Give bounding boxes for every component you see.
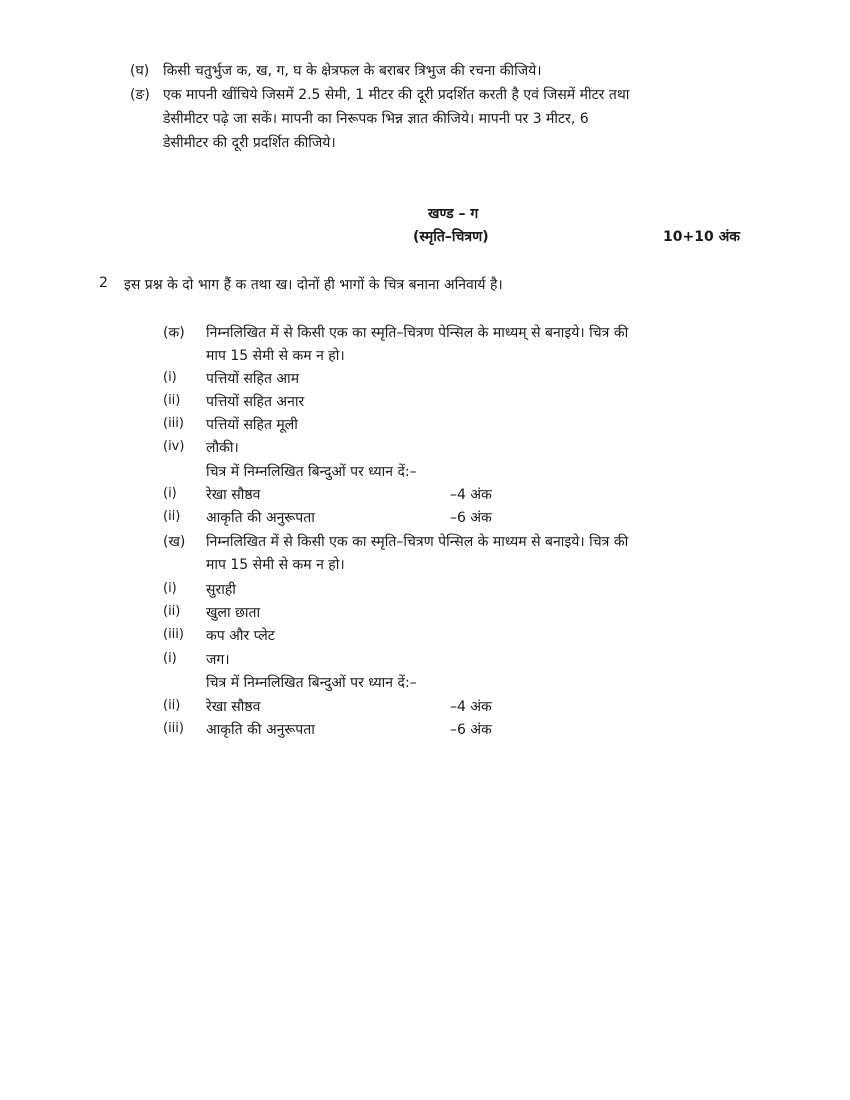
part-ka-option-text: पत्तियों सहित आम <box>206 371 300 387</box>
item-nga-line-2: डेसीमीटर पढ़े जा सकें। मापनी का निरूपक भिन्न ज्ञात कीजिये। मापनी पर 3 मीटर, 6 <box>163 111 589 127</box>
part-ka-criterion-text: आकृति की अनुरूपता <box>206 510 315 526</box>
part-ka-option-text: लौकी। <box>206 440 239 456</box>
part-kha-label: (ख) <box>163 534 186 550</box>
part-kha-option-num: (ii) <box>163 604 181 619</box>
part-kha-criterion-text: रेखा सौष्ठव <box>206 699 261 715</box>
part-kha-criterion-marks: –4 अंक <box>450 699 492 715</box>
part-kha-criterion-text: आकृति की अनुरूपता <box>206 722 315 738</box>
part-ka-criterion-text: रेखा सौष्ठव <box>206 487 261 503</box>
part-kha-option-text: कप और प्लेट <box>206 628 275 644</box>
part-ka-option-text: पत्तियों सहित मूली <box>206 417 298 433</box>
item-nga-line-3: डेसीमीटर की दूरी प्रदर्शित कीजिये। <box>163 135 336 151</box>
part-kha-criterion-marks: –6 अंक <box>450 722 492 738</box>
part-ka-criterion-marks: –4 अंक <box>450 487 492 503</box>
item-gha-text: किसी चतुर्भुज क, ख, ग, घ के क्षेत्रफल के बराबर त्रिभुज की रचना कीजिये। <box>163 63 542 79</box>
part-kha-line-2: माप 15 सेमी से कम न हो। <box>206 557 345 573</box>
part-ka-option-num: (ii) <box>163 393 181 408</box>
part-ka-criterion-num: (i) <box>163 486 177 501</box>
section-title: खण्ड – ग <box>428 206 479 222</box>
part-kha-option-num: (i) <box>163 581 177 596</box>
part-ka-line-1: निम्नलिखित में से किसी एक का स्मृति–चित्रण पेन्सिल के माध्यम् से बनाइये। चित्र की <box>206 325 629 341</box>
part-ka-option-text: पत्तियों सहित अनार <box>206 394 305 410</box>
part-kha-option-text: सुराही <box>206 582 236 598</box>
item-nga-line-1: एक मापनी खींचिये जिसमें 2.5 सेमी, 1 मीटर की दूरी प्रदर्शित करती है एवं जिसमें मीटर तथा <box>163 87 630 103</box>
part-kha-option-num: (i) <box>163 651 177 666</box>
question-number: 2 <box>99 275 108 291</box>
part-ka-note: चित्र में निम्नलिखित बिन्दुओं पर ध्यान दें:– <box>206 464 417 480</box>
part-kha-option-num: (iii) <box>163 627 184 642</box>
part-ka-line-2: माप 15 सेमी से कम न हो। <box>206 348 345 364</box>
part-kha-line-1: निम्नलिखित में से किसी एक का स्मृति–चित्रण पेन्सिल के माध्यम से बनाइये। चित्र की <box>206 534 629 550</box>
question-text: इस प्रश्न के दो भाग हैं क तथा ख। दोनों ही भागों के चित्र बनाना अनिवार्य है। <box>124 277 503 293</box>
part-ka-label: (क) <box>163 325 185 341</box>
item-nga-label: (ङ) <box>130 87 150 103</box>
part-ka-option-num: (i) <box>163 370 177 385</box>
part-kha-option-text: खुला छाता <box>206 605 261 621</box>
item-gha-label: (घ) <box>130 63 150 79</box>
part-kha-note: चित्र में निम्नलिखित बिन्दुओं पर ध्यान दें:– <box>206 675 417 691</box>
section-marks: 10+10 अंक <box>663 229 741 245</box>
section-subtitle: (स्मृति–चित्रण) <box>413 229 489 245</box>
part-kha-criterion-num: (ii) <box>163 698 181 713</box>
part-ka-option-num: (iv) <box>163 439 185 454</box>
part-ka-option-num: (iii) <box>163 416 184 431</box>
part-kha-criterion-num: (iii) <box>163 721 184 736</box>
part-ka-criterion-num: (ii) <box>163 509 181 524</box>
part-ka-criterion-marks: –6 अंक <box>450 510 492 526</box>
part-kha-option-text: जग। <box>206 652 230 668</box>
